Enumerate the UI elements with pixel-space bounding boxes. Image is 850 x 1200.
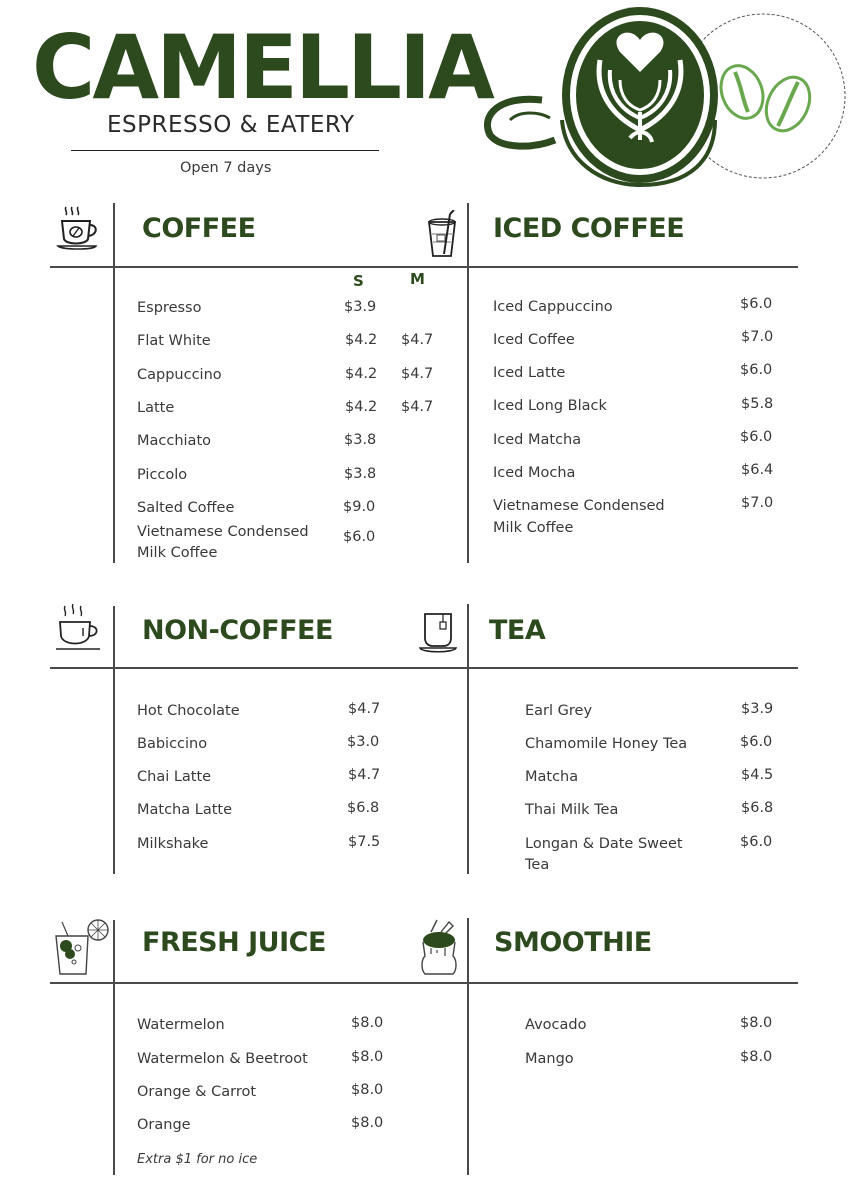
menu-item-name: Piccolo xyxy=(137,467,188,483)
menu-item-price-small: $4.2 xyxy=(345,332,378,348)
menu-item-name: Salted Coffee xyxy=(137,500,235,516)
steaming-cup-icon xyxy=(56,604,102,656)
menu-item-price: $8.0 xyxy=(351,1049,384,1065)
menu-item-name: Latte xyxy=(137,400,175,416)
tea-cup-with-teabag-icon xyxy=(419,612,459,658)
menu-item-price: $4.5 xyxy=(741,767,774,783)
section-title-non-coffee: NON-COFFEE xyxy=(142,615,333,646)
menu-item-price: $6.0 xyxy=(740,734,773,750)
menu-item-price-small: $4.2 xyxy=(345,399,378,415)
divider-mid-2 xyxy=(467,604,469,874)
menu-item-name: Orange & Carrot xyxy=(137,1084,257,1100)
menu-item-name: Matcha xyxy=(525,769,579,785)
menu-item-price-small: $6.0 xyxy=(343,529,376,545)
menu-item-price: $6.0 xyxy=(740,429,773,445)
menu-item-price-small: $4.2 xyxy=(345,366,378,382)
juice-note: Extra $1 for no ice xyxy=(137,1152,258,1167)
menu-item-name: Iced Long Black xyxy=(493,398,607,414)
menu-item-name: Orange xyxy=(137,1117,191,1133)
divider-mid-1 xyxy=(467,203,469,563)
menu-item-name: Iced Latte xyxy=(493,365,566,381)
menu-item-name: Iced Matcha xyxy=(493,432,582,448)
menu-item-name: Cappuccino xyxy=(137,367,222,383)
menu-item-name: Chamomile Honey Tea xyxy=(525,736,688,752)
menu-item-price: $6.0 xyxy=(740,296,773,312)
menu-item-price: $8.0 xyxy=(740,1015,773,1031)
menu-item-name: Earl Grey xyxy=(525,703,593,719)
menu-item-name: Flat White xyxy=(137,333,211,349)
menu-item-name: Milkshake xyxy=(137,836,209,852)
menu-item-price-medium: $4.7 xyxy=(401,366,434,382)
menu-item-price-medium: $4.7 xyxy=(401,399,434,415)
section-title-fresh-juice: FRESH JUICE xyxy=(142,927,326,958)
menu-item-name: Iced Cappuccino xyxy=(493,299,613,315)
menu-item-name: Hot Chocolate xyxy=(137,703,240,719)
section-title-coffee: COFFEE xyxy=(142,213,256,244)
menu-item-name: Iced Coffee xyxy=(493,332,575,348)
menu-item-name: Macchiato xyxy=(137,433,212,449)
menu-item-price: $6.0 xyxy=(740,362,773,378)
menu-item-name: Mango xyxy=(525,1051,574,1067)
menu-item-price: $3.0 xyxy=(347,734,380,750)
menu-item-name: Watermelon & Beetroot xyxy=(137,1051,308,1067)
menu-item-price: $6.4 xyxy=(741,462,774,478)
menu-item-price: $6.8 xyxy=(347,800,380,816)
brand-tagline: ESPRESSO & EATERY xyxy=(107,112,355,138)
tagline-divider xyxy=(71,150,379,151)
menu-item-name: Iced Mocha xyxy=(493,465,576,481)
menu-item-name: Watermelon xyxy=(137,1017,225,1033)
menu-item-name: Babiccino xyxy=(137,736,208,752)
size-header-medium: M xyxy=(410,270,425,288)
menu-item-price: $8.0 xyxy=(351,1015,384,1031)
menu-item-name: Chai Latte xyxy=(137,769,212,785)
section-title-smoothie: SMOOTHIE xyxy=(494,927,652,958)
divider-left-2 xyxy=(113,606,115,874)
menu-item-price: $5.8 xyxy=(741,396,774,412)
divider-row-3 xyxy=(50,982,798,984)
menu-item-price: $7.0 xyxy=(741,495,774,511)
menu-item-price: $8.0 xyxy=(351,1082,384,1098)
menu-item-name: Espresso xyxy=(137,300,202,316)
menu-item-name: Thai Milk Tea xyxy=(525,802,619,818)
section-title-tea: TEA xyxy=(489,615,546,646)
menu-item-name-line2: Tea xyxy=(525,857,550,873)
menu-item-price: $6.0 xyxy=(740,834,773,850)
menu-item-name: Matcha Latte xyxy=(137,802,232,818)
menu-item-name-line1: Vietnamese Condensed xyxy=(137,524,309,540)
menu-item-price: $3.9 xyxy=(741,701,774,717)
menu-item-price: $7.0 xyxy=(741,329,774,345)
opening-hours: Open 7 days xyxy=(180,160,272,176)
menu-item-price-medium: $4.7 xyxy=(401,332,434,348)
divider-mid-3 xyxy=(467,918,469,1175)
hot-coffee-cup-icon xyxy=(56,205,102,257)
size-header-small: S xyxy=(353,272,364,290)
menu-item-name-line2: Milk Coffee xyxy=(493,520,574,536)
menu-item-name: Avocado xyxy=(525,1017,587,1033)
iced-drink-glass-icon xyxy=(426,210,458,264)
menu-item-price: $4.7 xyxy=(348,701,381,717)
juice-glass-with-lemon-icon xyxy=(54,918,110,982)
divider-row-2 xyxy=(50,667,798,669)
menu-item-price-small: $9.0 xyxy=(343,499,376,515)
menu-item-name-line2: Milk Coffee xyxy=(137,545,218,561)
menu-item-price-small: $3.8 xyxy=(344,466,377,482)
latte-art-illustration xyxy=(480,0,850,195)
menu-item-price: $8.0 xyxy=(351,1115,384,1131)
menu-item-price: $7.5 xyxy=(348,834,381,850)
divider-row-1 xyxy=(50,266,798,268)
brand-title: CAMELLIA xyxy=(32,16,492,119)
divider-left-1 xyxy=(113,203,115,563)
menu-item-price: $8.0 xyxy=(740,1049,773,1065)
section-title-iced-coffee: ICED COFFEE xyxy=(493,213,685,244)
menu-item-price-small: $3.9 xyxy=(344,299,377,315)
smoothie-cup-icon xyxy=(419,918,459,982)
menu-item-price: $6.8 xyxy=(741,800,774,816)
divider-left-3 xyxy=(113,920,115,1175)
menu-item-price: $4.7 xyxy=(348,767,381,783)
menu-item-name-line1: Vietnamese Condensed xyxy=(493,498,665,514)
menu-item-name-line1: Longan & Date Sweet xyxy=(525,836,683,852)
menu-item-price-small: $3.8 xyxy=(344,432,377,448)
